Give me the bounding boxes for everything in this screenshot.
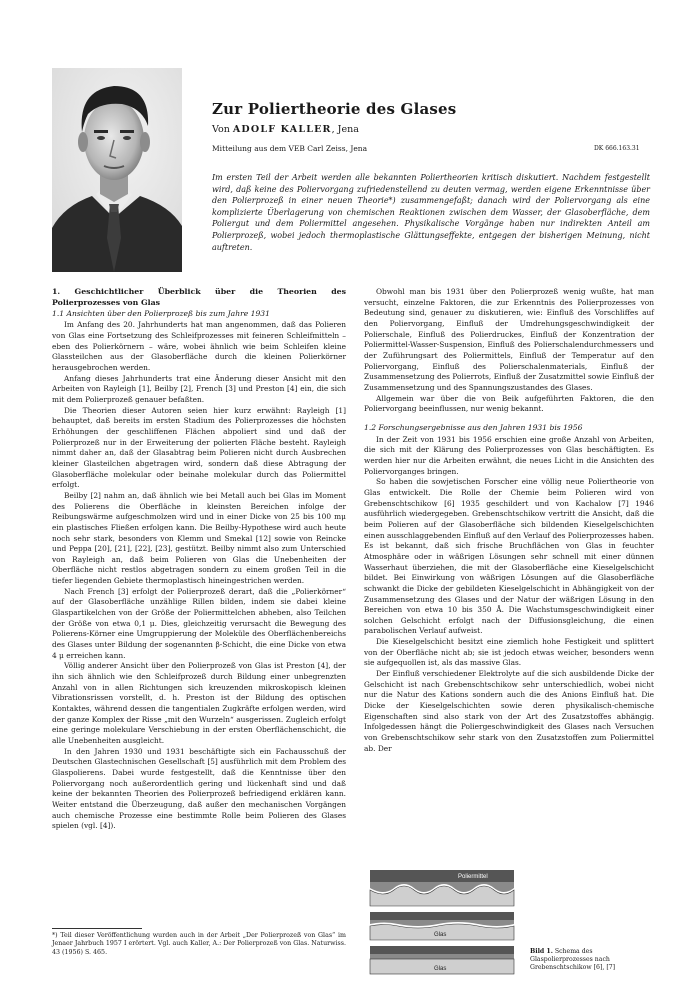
schema-panel-top <box>370 870 514 906</box>
paragraph: Die Kieselgelschicht besitzt eine ziemlich hohe Festigkeit und splittert von der Oberfläche nicht ab; sie ist jedoch etwas weicher, besonders wenn sie aufgequollen ist, als das massive Glas. <box>364 637 654 668</box>
right-column <box>364 287 654 754</box>
article-title: Zur Poliertheorie des Glases <box>212 100 457 118</box>
author-portrait <box>52 68 182 272</box>
paragraph: Nach French [3] erfolgt der Polierprozeß derart, daß die „Polierkörner“ auf der Glasoberfläche unzählige Rillen bilden, indem sie dabei kleine Glaspartikelchen von der Größe der Poliermittelchen abheben, also Teilchen der Größe von etwa 0,1 μ. Dies, gleichzeitig verursacht die Bewegung des Polierens-Körner eine Umgruppierung der Moleküle des Oberflächenbereichs des Glases unter Bildung der sogenannten β-Schicht, die eine Dicke von etwa 4 μ erreichen kann. <box>52 586 346 660</box>
label-glas-bottom: Glas <box>434 966 447 972</box>
paragraph: Der Einfluß verschiedener Elektrolyte auf die sich ausbildende Dicke der Gelschicht ist nach Grebenschtschikow sehr unterschiedlich, wobei nicht nur die Natur des Kations sondern auch die des Anions Einfluß hat. Die Dicke der Kieselgelschichten sowie deren physikalisch-chemische Eigenschaften sind also stark von der Art des Zusatzstoffes abhängig. Infolgedessen hängt die Poliergeschwindigkeit des Glases nach Versuchen von Grebenschtschikow sehr stark von den Zusatzstoffen zum Poliermittel ab. Der <box>364 669 654 753</box>
byline <box>212 124 359 135</box>
paragraph: In der Zeit von 1931 bis 1956 erschien eine große Anzahl von Arbeiten, die sich mit der Klärung des Polierprozesses von Glas beschäftigten. Es werden hier nur die Arbeiten erwähnt, die neues Licht in die Ansichten des Poliervorganges bringen. <box>364 434 654 476</box>
schema-panel-bottom <box>370 946 514 974</box>
caption-label: Bild 1. <box>530 948 553 955</box>
figure-caption <box>530 948 650 972</box>
dk-classification: DK 666.163.31 <box>594 145 640 152</box>
author-name: ADOLF KALLER <box>232 124 332 135</box>
byline-prefix: Von <box>212 124 233 135</box>
paragraph: Beilby [2] nahm an, daß ähnlich wie bei Metall auch bei Glas im Moment des Polierens die Oberfläche in kleinsten Bereichen infolge der Reibungswärme aufgeschmolzen wird und in einer Dicke von 25 bis 100 mμ ein plastisches Fließen erfolgen kann. Die Beilby-Hypothese wird auch heute noch sehr stark, besonders von Klemm und Smekal [12] sowie von Reincke und Peppa [20], [21], [22], [23], gestützt. Beilby nimmt also zum Unterschied von Rayleigh an, daß beim Polieren von Glas die Unebenheiten der Oberfläche nicht restlos abgetragen sondern zu einem großen Teil in die tiefer liegenden Gebiete thermoplastisch hineingestrichen werden. <box>52 490 346 586</box>
abstract: Im ersten Teil der Arbeit werden alle bekannten Poliertheorien kritisch diskutiert. Nachdem festgestellt wird, daß keine des Poliervorgang zufriedenstellend zu deuten vermag, werden eigene Erkenntnisse über den Polierprozeß in einer neuen Theorie*) zusammengefaßt; danach wird der Poliervorgang als eine komplizierte Überlagerung von chemischen Reaktionen zwischen dem Wasser, der Glasoberfläche, dem Poliergut und dem Poliermittel angesehen. Physikalische Vorgänge haben nur indirekten Anteil am Polierprozeß, wobei jedoch thermoplastische Glättungseffekte, entgegen der bisherigen Meinung, nicht auftreten. <box>212 173 650 252</box>
footnote-rule <box>52 928 142 929</box>
polishing-schema-figure <box>368 866 516 978</box>
caption-text: Schema des Glaspolierprozesses nach Grebenschtschikow [6], [7] <box>530 948 616 971</box>
label-poliermittel: Poliermittel <box>458 874 488 880</box>
paragraph: Allgemein war über die von Beik aufgeführten Faktoren, die den Poliervorgang beeinflussen, nur wenig bekannt. <box>364 393 654 414</box>
paragraph: Obwohl man bis 1931 über den Polierprozeß wenig wußte, hat man versucht, einzelne Faktoren, die zur Erkenntnis des Polierprozesses von Bedeutung sind, genauer zu diskutieren, wie: Einfluß des Vorschliffes auf den Poliervorgang, Einfluß der Umdrehungsgeschwindigkeit der Polierschale, Einfluß des Polierdruckes, Einfluß der Konzentration der Poliermittel-Wasser-Suspension, Einfluß des Polierschalendurchmessers und der Zuführungsart des Poliermittels, Einfluß der Temperatur auf den Poliervorgang, Einfluß des Polierschalenmaterials, Einfluß der Zusammensetzung des Polierrots, Einfluß der Zusatzmittel sowie Einfluß der Zusammensetzung und des Spannungszustandes des Glases. <box>364 287 654 392</box>
subsection-heading: 1.2 Forschungsergebnisse aus den Jahren 1931 bis 1956 <box>364 422 583 432</box>
affiliation: Mitteilung aus dem VEB Carl Zeiss, Jena <box>212 144 368 153</box>
author-location: , Jena <box>331 124 359 135</box>
paragraph: So haben die sowjetischen Forscher eine völlig neue Poliertheorie von Glas entwickelt. Die Rolle der Chemie beim Polieren wird von Grebenschtschikow [6] 1935 geschildert und von Kachalow [7] 1946 ausführlich wiedergegeben. Grebenschtschikow vertritt die Ansicht, daß die beim Polieren auf der Glasoberfläche sich bildenden Kieselgelschichten einen ausschlaggebenden Einfluß auf den Verlauf des Polierprozesses haben. Es ist bekannt, daß sich frische Bruchflächen von Glas in feuchter Atmosphäre oder in wäßrigen Lösungen sehr schnell mit einer dünnen Wasserhaut überziehen, die mit der Glasoberfläche eine Kieselgelschicht bildet. Bei Einwirkung von wäßrigen Lösungen auf die Glasoberfläche schwankt die Dicke der gebildeten Kieselgelschicht in Abhängigkeit von der Zusammensetzung des Glases und der Natur der wäßrigen Lösung in den Bereichen von etwa 10 bis 350 Å. Die Wachstumsgeschwindigkeit einer solchen Gelschicht erfolgt nach der Diffusionsgleichung, die einen parabolischen Verlauf aufweist. <box>364 477 654 636</box>
footnote: *) Teil dieser Veröffentlichung wurden auch in der Arbeit „Der Polierprozeß von Glas“ im Jenaer Jahrbuch 1957 I erörtert. Vgl. auch Kaller, A.: Der Polierprozeß von Glas. Naturwiss. 43 (1956) S. 465. <box>52 932 346 956</box>
paragraph: Im Anfang des 20. Jahrhunderts hat man angenommen, daß das Polieren von Glas eine Fortsetzung des Schleifprozesses mit feineren Schleifmitteln – eben des Polierkörnern – wäre, wobei ähnlich wie beim Schleifen kleine Glassteilchen aus der Glasoberfläche durch die kleinen Polierkörner herausgebrochen werden. <box>52 320 346 373</box>
schema-panel-middle <box>370 912 514 940</box>
label-glas-middle: Glas <box>434 932 447 938</box>
paragraph: In den Jahren 1930 und 1931 beschäftigte sich ein Fachausschuß der Deutschen Glastechnischen Gesellschaft [5] ausführlich mit dem Problem des Glaspolierens. Dabei wurde festgestellt, daß die Kenntnisse über den Poliervorgang noch außerordentlich gering und lückenhaft sind und daß keine der bekannten Theorien des Polierprozeß befriedigend erklären kann. Weiter entstand die Überzeugung, daß außer den mechanischen Vorgängen auch chemische Prozesse eine bestimmte Rolle beim Polieren des Glases spielen (vgl. [4]). <box>52 746 346 831</box>
section-heading: 1. Geschichtlicher Überblick über die Theorien des Polierprozesses von Glas <box>52 287 346 307</box>
paragraph: Anfang dieses Jahrhunderts trat eine Änderung dieser Ansicht mit den Arbeiten von Rayleigh [1], Beilby [2], French [3] und Preston [4] ein, die sich mit dem Polierprozeß genauer befaßten. <box>52 373 346 404</box>
paragraph: Völlig anderer Ansicht über den Polierprozeß von Glas ist Preston [4], der ihn sich ähnlich wie den Schleifprozeß durch Bildung einer unbegrenzten Anzahl von in allen Richtungen sich kreuzenden mikroskopisch kleinen Vibrationsrissen vorstellt, d. h. Preston ist der Bildung des optischen Kontaktes, während dessen die tangentialen Zugkräfte erfolgen werden, wird der ganze Komplex der Risse „mit den Wurzeln“ ausgerissen. Zugleich erfolgt eine geringe molekulare Verschiebung in der ersten Oberflächenschicht, die alle Unebenheiten ausgleicht. <box>52 661 346 745</box>
subsection-heading: 1.1 Ansichten über den Polierprozeß bis zum Jahre 1931 <box>52 308 270 318</box>
paragraph: Die Theorien dieser Autoren seien hier kurz erwähnt: Rayleigh [1] behauptet, daß bereits im ersten Stadium des Polierprozesses die höchsten Erhöhungen der geschliffenen Flächen abpoliert sind und daß der Polierprozeß nur in der Erweiterung der polierten Fläche besteht. Rayleigh nimmt daher an, daß der Glasabtrag beim Polieren nicht durch Ausbrechen kleiner Glasteilchen abgetragen wird, sondern daß diese Abtragung der Glasoberfläche molekular oder beinahe molekular durch das Poliermittel erfolgt. <box>52 405 346 490</box>
left-column <box>52 287 346 832</box>
